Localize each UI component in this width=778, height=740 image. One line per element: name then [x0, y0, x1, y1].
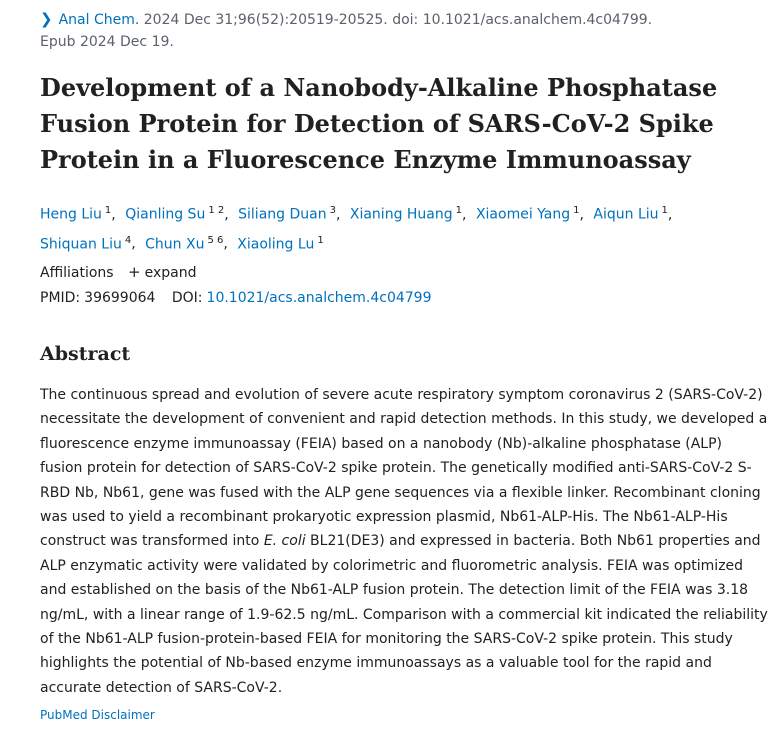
- author-affiliation[interactable]: 1: [455, 205, 463, 216]
- author-link[interactable]: Shiquan Liu: [40, 236, 122, 253]
- citation-details: 2024 Dec 31;96(52):20519-20525. doi: 10.1021/acs.analchem.4c04799.: [143, 12, 653, 28]
- abstract-text-part1: The continuous spread and evolution of severe acute respiratory symptom coronavirus 2 (SARS-CoV-2) necessitate the development of convenient and rapid detection methods. In this study, we developed a fluorescence enzyme immunoassay (FEIA) based on a nanobody (Nb)-alkaline phosphatase (ALP) fusion protein for detection of SARS-CoV-2 spike protein. The genetically modified anti-SARS-CoV-2 S-RBD Nb, Nb61, gene was fused with the ALP gene sequences via a flexible linker. Recombinant cloning was used to yield a recombinant prokaryotic expression plasmid, Nb61-ALP-His. The Nb61-ALP-His construct was transformed into: [40, 387, 768, 550]
- author-link[interactable]: Xiaoling Lu: [237, 236, 315, 253]
- author-affiliation[interactable]: 1: [104, 205, 112, 216]
- author-link[interactable]: Chun Xu: [145, 236, 205, 253]
- authors-list: Heng Liu $^1$, Qianling Su $^{1 2}$, Siliang Duan $^3$, Xianing Huang $^1$, Xiaomei Yang $^1$, Aiqun Liu $^1$, Shiquan Liu $^4$, Chun Xu $^{5 6}$, Xiaoling Lu $^1$: [40, 205, 673, 253]
- doi-label: DOI:: [171, 290, 203, 306]
- abstract-italic-term: E. coli: [263, 533, 306, 550]
- abstract-heading: Abstract: [40, 343, 131, 365]
- chevron-right-icon[interactable]: ❯: [40, 10, 53, 28]
- pmid-label: PMID:: [40, 290, 81, 306]
- author-affiliation[interactable]: 1: [661, 205, 668, 216]
- author-link[interactable]: Qianling Su: [125, 206, 206, 223]
- author-link[interactable]: Xianing Huang: [349, 206, 453, 223]
- pmid-value: 39699064: [84, 290, 156, 306]
- author-affiliation[interactable]: 1: [317, 234, 324, 246]
- author-affiliation[interactable]: 4: [124, 234, 132, 246]
- abstract-text-part2: BL21(DE3) and expressed in bacteria. Both Nb61 properties and ALP enzymatic activity were validated by colorimetric and fluorometric analysis. FEIA was optimized and established on the basis of the Nb61-ALP fusion protein. The detection limit of the FEIA was 3.18 ng/mL, with a linear range of 1.9-62.5 ng/mL. Comparison with a commercial kit indicated the reliability of the Nb61-ALP fusion-protein-based FEIA for monitoring the SARS-CoV-2 spike protein. This study highlights the potential of Nb-based enzyme immunoassays as a valuable tool for the rapid and accurate detection of SARS-CoV-2.: [40, 533, 768, 696]
- author-affiliation[interactable]: 1: [573, 205, 580, 216]
- author-affiliation[interactable]: 3: [329, 205, 336, 216]
- article-title: Development of a Nanobody-Alkaline Phosphatase Fusion Protein for Detection of SARS-CoV-2 Spike Protein in a Fluorescence Enzyme Immunoassay: [40, 73, 718, 174]
- author-link[interactable]: Siliang Duan: [238, 206, 327, 223]
- article-ids: [40, 287, 432, 309]
- affiliations-label: Affiliations: [40, 265, 114, 281]
- author-link[interactable]: Heng Liu: [40, 206, 102, 223]
- citation: [40, 8, 760, 53]
- expand-label[interactable]: expand: [144, 265, 197, 281]
- pubmed-disclaimer-link[interactable]: PubMed Disclaimer: [40, 708, 155, 722]
- abstract-text: [40, 383, 768, 700]
- doi-link[interactable]: 10.1021/acs.analchem.4c04799: [206, 290, 432, 306]
- author-link[interactable]: Xiaomei Yang: [475, 206, 571, 223]
- plus-icon[interactable]: +: [128, 263, 141, 281]
- affiliations-toggle[interactable]: [40, 261, 197, 284]
- author-affiliation[interactable]: 1 2: [208, 205, 225, 216]
- epub-date: Epub 2024 Dec 19.: [40, 34, 174, 50]
- author-link[interactable]: Aiqun Liu: [593, 206, 659, 223]
- journal-link[interactable]: Anal Chem.: [58, 12, 140, 28]
- author-affiliation[interactable]: 5 6: [207, 234, 224, 246]
